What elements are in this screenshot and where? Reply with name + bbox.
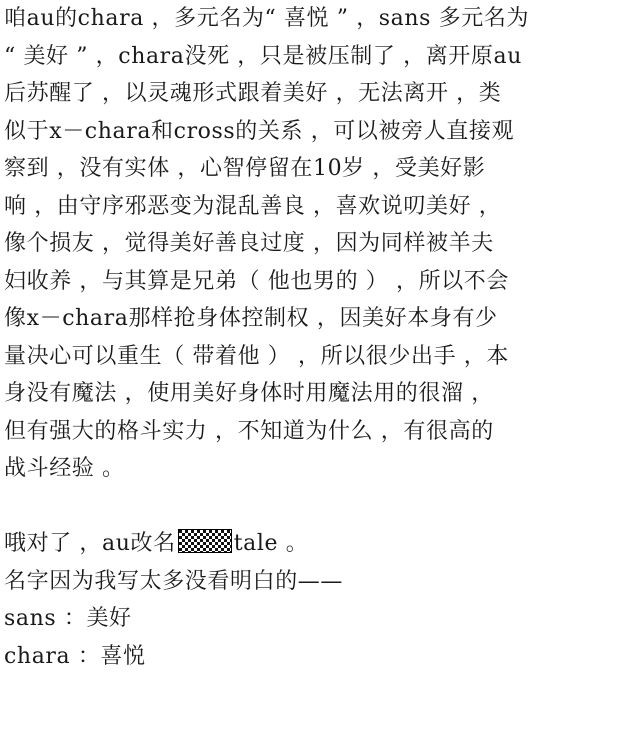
paragraph-line-1: 咱au的chara ，多元名为“ 喜悦 ” ，sans 多元名为 bbox=[4, 6, 530, 31]
footer-block bbox=[4, 525, 636, 675]
paragraph-line-10: 量决心可以重生（ 带着他 ） ，所以很少出手 ，本 bbox=[4, 343, 509, 369]
paragraph-line-5: 察到 ，没有实体 ，心智停留在10岁 ，受美好影 bbox=[4, 156, 486, 181]
paragraph-line-12: 但有强大的格斗实力 ，不知道为什么 ，有很高的 bbox=[4, 418, 494, 444]
paragraph-line-7: 像个损友 ，觉得美好善良过度 ，因为同样被羊夫 bbox=[4, 231, 494, 256]
document-body bbox=[4, 0, 636, 675]
chara-name-line: chara ：喜悦 bbox=[4, 643, 146, 669]
explain-line: 名字因为我写太多没看明白的—— bbox=[4, 568, 344, 594]
paragraph-line-13: 战斗经验 。 bbox=[4, 456, 125, 481]
sans-name-line: sans ：美好 bbox=[4, 606, 132, 631]
rename-suffix: tale 。 bbox=[233, 531, 309, 556]
paragraph-line-6: 响 ，由守序邪恶变为混乱善良 ，喜欢说叨美好 ， bbox=[4, 193, 502, 219]
paragraph-line-9: 像x－chara那样抢身体控制权 ，因美好本身有少 bbox=[4, 306, 498, 331]
main-paragraph bbox=[4, 0, 636, 488]
censored-mosaic-icon bbox=[178, 529, 232, 553]
paragraph-line-2: “ 美好 ” ，chara没死 ，只是被压制了 ，离开原au bbox=[4, 43, 522, 69]
paragraph-line-8: 妇收养 ，与其算是兄弟（ 他也男的 ） ，所以不会 bbox=[4, 268, 509, 294]
paragraph-line-11: 身没有魔法 ，使用美好身体时用魔法用的很溜 ， bbox=[4, 381, 494, 406]
paragraph-line-3: 后苏醒了 ，以灵魂形式跟着美好 ，无法离开 ，类 bbox=[4, 81, 502, 106]
blank-line bbox=[4, 488, 636, 526]
rename-prefix: 哦对了 ，au改名 bbox=[4, 531, 176, 556]
rename-line bbox=[4, 525, 636, 563]
paragraph-line-4: 似于x－chara和cross的关系 ，可以被旁人直接观 bbox=[4, 118, 515, 144]
